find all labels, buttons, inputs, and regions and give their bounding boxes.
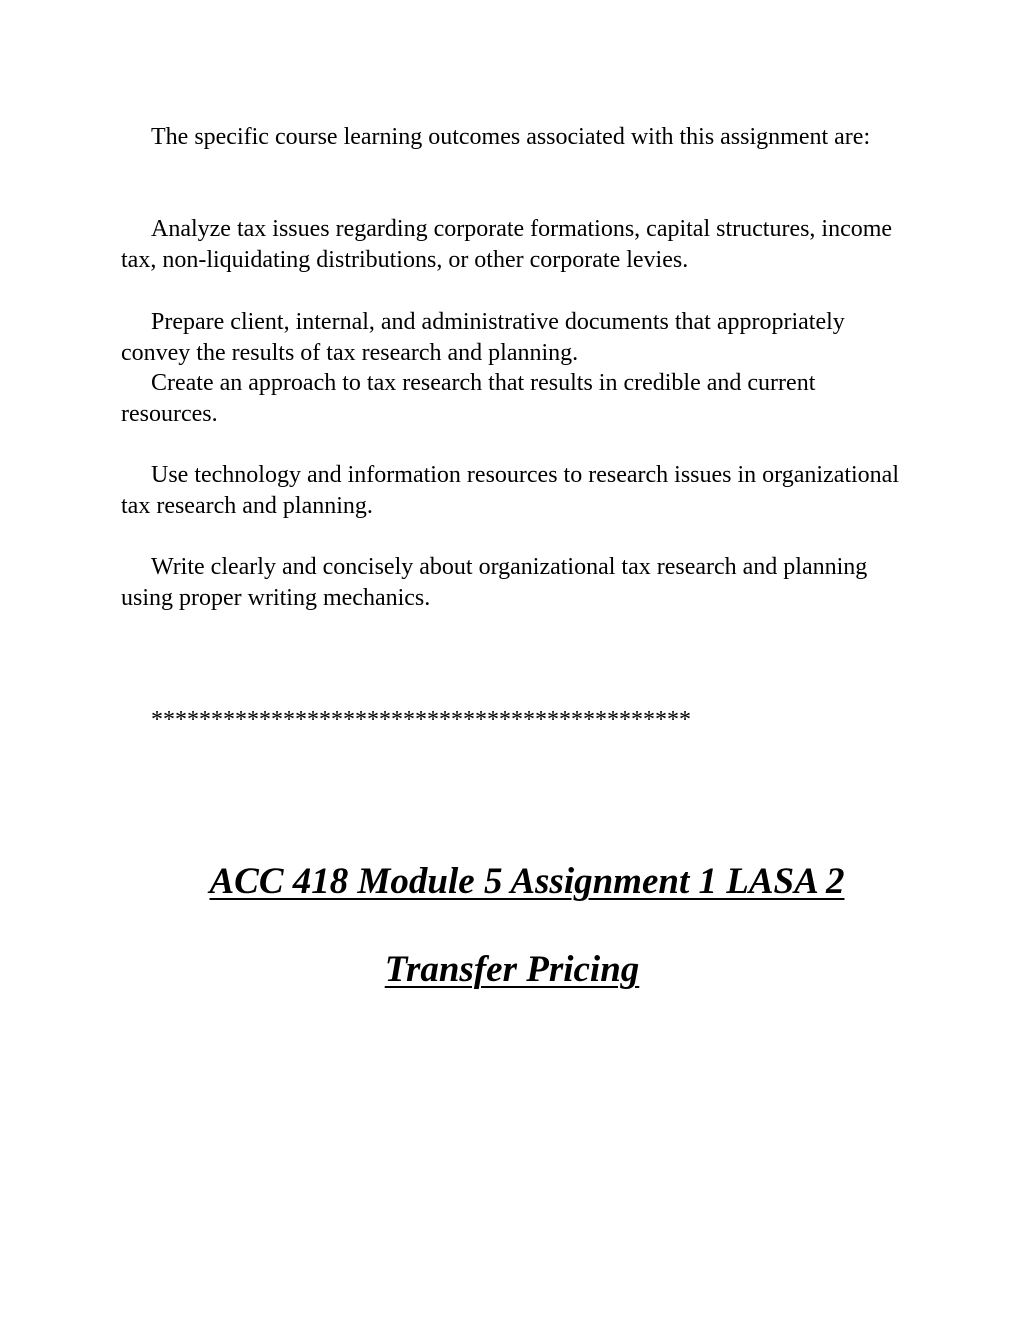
- assignment-title: ACC 418 Module 5 Assignment 1 LASA 2: [209, 861, 845, 902]
- outcome-item: [121, 552, 906, 614]
- outcome-text: Create an approach to tax research that results in credible and current resources.: [121, 370, 816, 427]
- outcomes-intro-text: The specific course learning outcomes associated with this assignment are:: [151, 124, 871, 150]
- outcome-text: Analyze tax issues regarding corporate formations, capital structures, income tax, non-liquidating distributions, or other corporate levies.: [121, 216, 893, 273]
- outcome-item: [121, 368, 906, 430]
- outcome-text: Write clearly and concisely about organizational tax research and planning using proper writing mechanics.: [121, 554, 868, 611]
- outcomes-intro: [121, 122, 906, 153]
- asterisk-separator: *********************************************: [151, 707, 691, 733]
- outcome-item: [121, 214, 906, 276]
- outcome-item: [121, 460, 906, 522]
- outcome-text: Use technology and information resources to research issues in organizational tax research and planning.: [121, 462, 899, 519]
- outcome-item: [121, 307, 906, 369]
- assignment-subtitle: Transfer Pricing: [384, 949, 640, 990]
- outcome-text: Prepare client, internal, and administrative documents that appropriately convey the results of tax research and planning.: [121, 309, 845, 366]
